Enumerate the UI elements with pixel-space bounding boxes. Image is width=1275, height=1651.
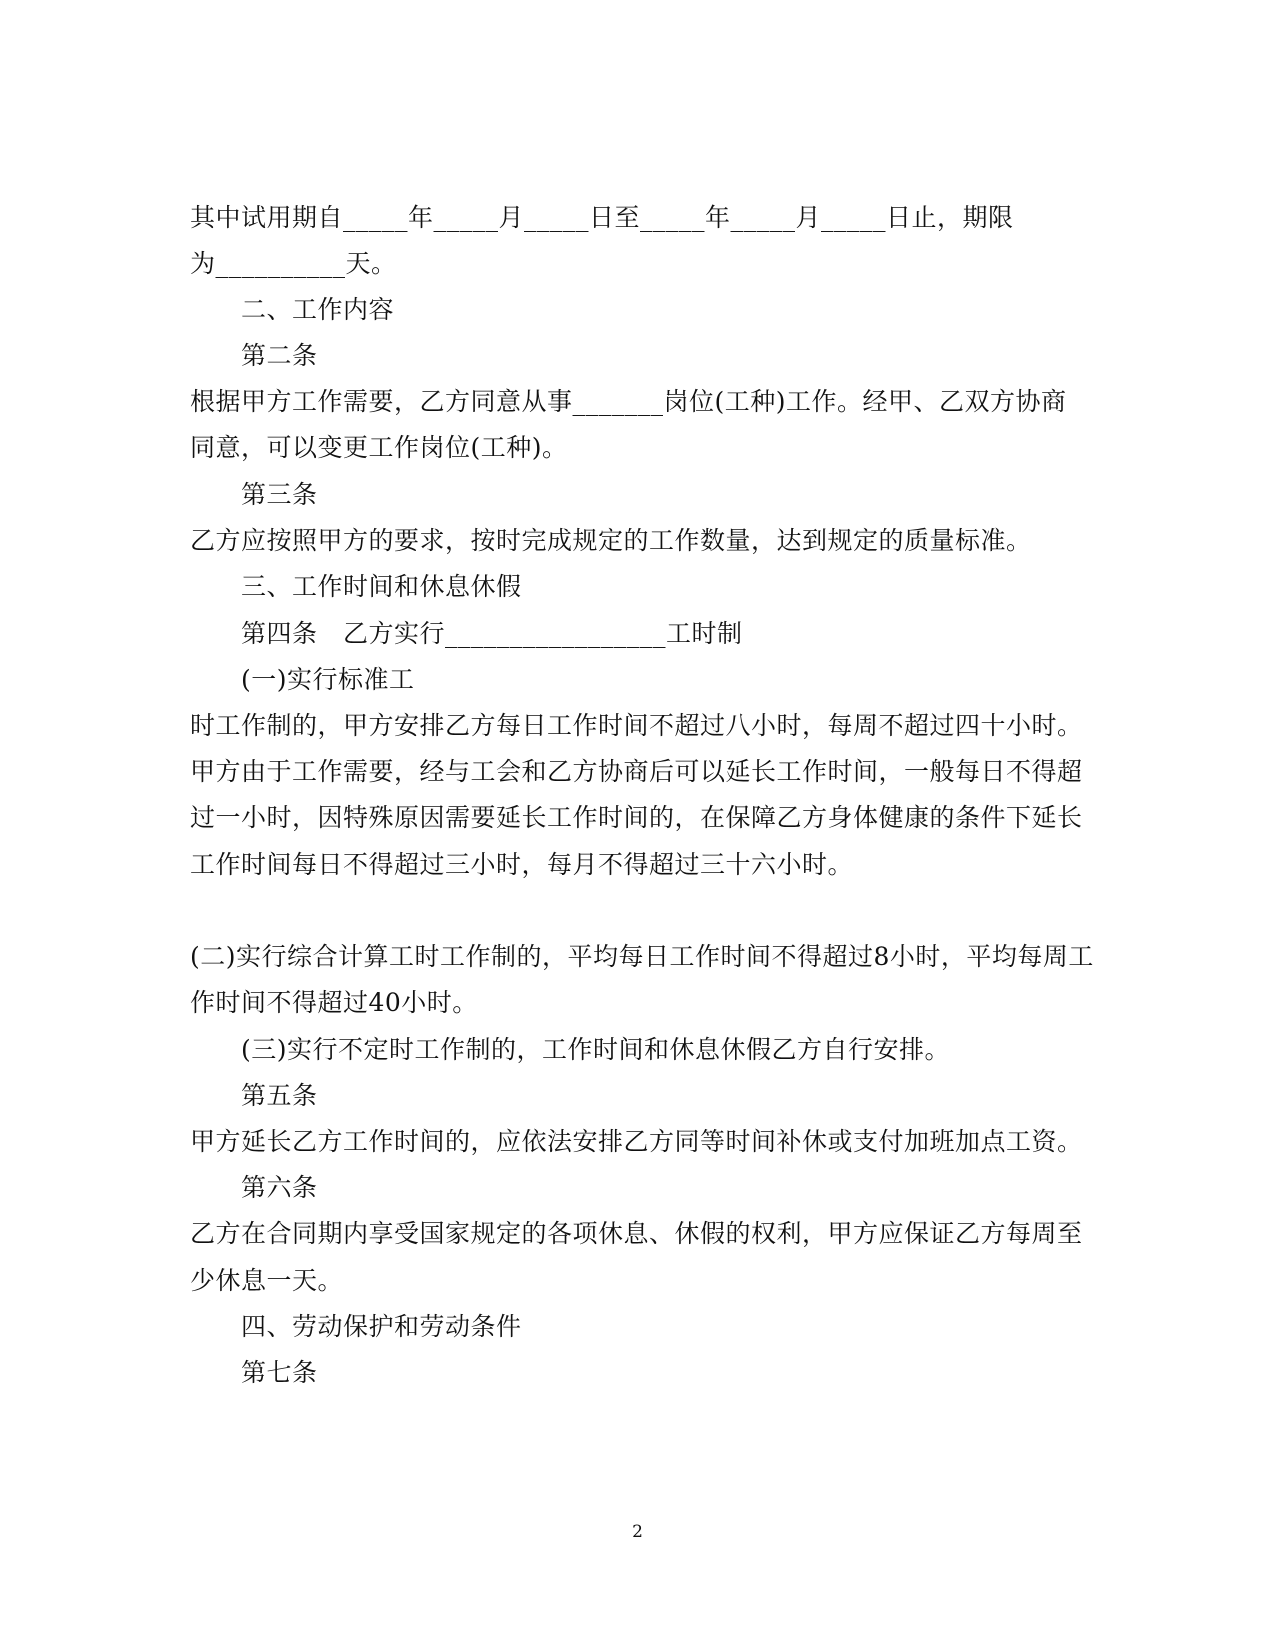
probation-period-line: 其中试用期自_____年_____月_____日至_____年_____月_____日止，期限: [190, 203, 1014, 232]
clause-2-text-line-1: (二)实行综合计算工时工作制的，平均每日工作时间不得超过8小时，平均每周工: [190, 942, 1094, 971]
section-heading-labor-protection: 四、劳动保护和劳动条件: [241, 1312, 522, 1341]
article-5-text: 甲方延长乙方工作时间的，应依法安排乙方同等时间补休或支付加班加点工资。: [190, 1127, 1083, 1156]
article-3-heading: 第三条: [241, 480, 318, 509]
article-6-text-line-1: 乙方在合同期内享受国家规定的各项休息、休假的权利，甲方应保证乙方每周至: [190, 1219, 1083, 1248]
probation-days-line: 为__________天。: [190, 249, 397, 278]
article-3-text: 乙方应按照甲方的要求，按时完成规定的工作数量，达到规定的质量标准。: [190, 526, 1032, 555]
section-heading-working-hours: 三、工作时间和休息休假: [241, 572, 522, 601]
article-2-text-line-2: 同意，可以变更工作岗位(工种)。: [190, 433, 568, 462]
article-5-heading: 第五条: [241, 1081, 318, 1110]
clause-1-text-line-4: 工作时间每日不得超过三小时，每月不得超过三十六小时。: [190, 850, 854, 879]
clause-2-text-line-2: 作时间不得超过40小时。: [190, 988, 478, 1017]
article-4-heading: 第四条 乙方实行_________________工时制: [241, 619, 743, 648]
clause-1-text-line-3: 过一小时，因特殊原因需要延长工作时间的，在保障乙方身体健康的条件下延长: [190, 803, 1083, 832]
clause-1-text-line-2: 甲方由于工作需要，经与工会和乙方协商后可以延长工作时间，一般每日不得超: [190, 757, 1083, 786]
clause-1-text-line-1: 时工作制的，甲方安排乙方每日工作时间不超过八小时，每周不超过四十小时。: [190, 711, 1083, 740]
page-number: 2: [632, 1522, 643, 1542]
clause-3-text: (三)实行不定时工作制的，工作时间和休息休假乙方自行安排。: [241, 1035, 951, 1064]
section-heading-work-content: 二、工作内容: [241, 295, 395, 324]
article-7-heading: 第七条: [241, 1358, 318, 1387]
article-2-heading: 第二条: [241, 341, 318, 370]
clause-1-heading: (一)实行标准工: [241, 665, 415, 694]
article-6-text-line-2: 少休息一天。: [190, 1266, 344, 1295]
article-2-text-line-1: 根据甲方工作需要，乙方同意从事_______岗位(工种)工作。经甲、乙双方协商: [190, 387, 1067, 416]
article-6-heading: 第六条: [241, 1173, 318, 1202]
